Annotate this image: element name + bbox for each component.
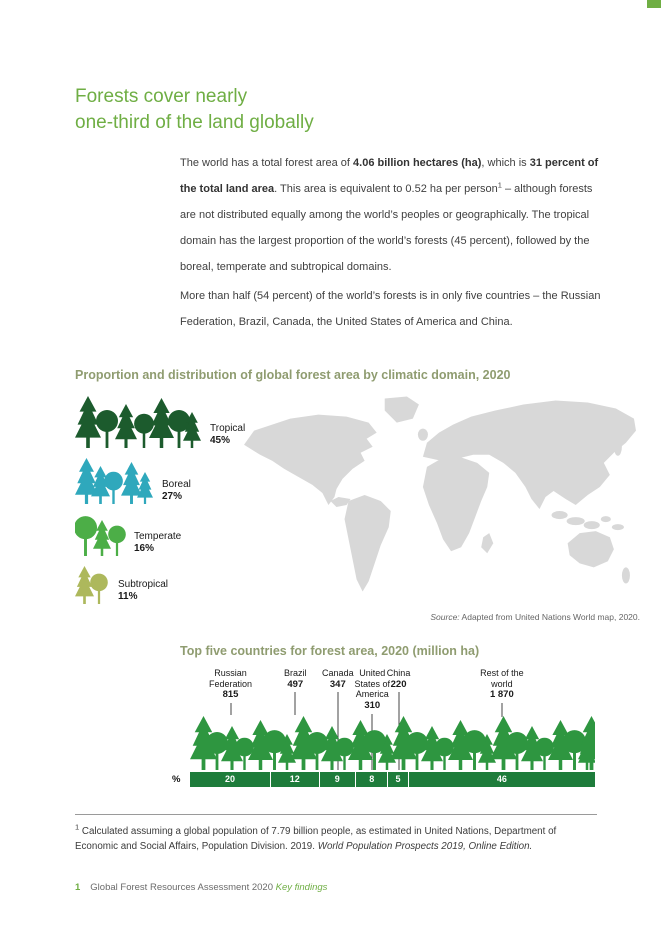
source-prefix: Source: — [430, 612, 460, 622]
country-value: 347 — [329, 678, 346, 690]
legend-value: 45% — [210, 435, 231, 446]
corner-tab — [647, 0, 661, 8]
p1-text: , which is — [481, 157, 530, 169]
legend-name: Subtropical — [118, 579, 169, 590]
country-label-russia — [202, 668, 260, 701]
country-name: United States of America — [354, 668, 391, 699]
bar-segment-china: 5 — [388, 772, 408, 787]
source-text: Adapted from United Nations World map, 2020. — [459, 612, 640, 622]
country-label-brazil — [284, 668, 307, 690]
temperate-trees-icon — [75, 514, 127, 556]
country-value: 1 870 — [489, 689, 514, 700]
legend-label-boreal — [162, 479, 191, 503]
legend-name: Tropical — [210, 423, 246, 434]
boreal-trees-icon — [75, 458, 155, 504]
tropical-trees-icon — [75, 396, 203, 448]
page-title-line1: Forests cover nearly — [75, 86, 248, 107]
footnote — [75, 824, 599, 854]
country-name: Rest of the world — [480, 668, 524, 689]
country-value: 497 — [287, 678, 304, 690]
legend-item-boreal — [75, 458, 245, 504]
page-title-line2: one-third of the land globally — [75, 112, 314, 133]
page-number: 1 — [75, 882, 81, 893]
legend-name: Temperate — [134, 531, 182, 542]
country-labels — [190, 668, 595, 712]
page-title — [75, 84, 314, 136]
legend-item-tropical — [75, 396, 245, 448]
bar-segment-rest: 46 — [496, 774, 507, 784]
country-label-china — [387, 668, 411, 690]
footnote-divider — [75, 814, 597, 815]
bar-segment-canada: 9 — [320, 772, 356, 787]
legend-value: 16% — [134, 543, 155, 554]
footer-subtitle: Key findings — [275, 882, 328, 893]
subtropical-trees-icon — [75, 566, 111, 604]
forest-strip-icon — [190, 712, 595, 770]
figure2-heading: Top five countries for forest area, 2020 (million ha) — [180, 644, 480, 658]
p1-bold-percent: 31 percent of the total land area — [180, 157, 599, 195]
country-name: China — [386, 668, 411, 678]
bar-segment-usa: 8 — [356, 772, 388, 787]
figure1-heading: Proportion and distribution of global forest area by climatic domain, 2020 — [75, 368, 511, 382]
legend-item-temperate — [75, 514, 245, 556]
legend-value: 11% — [118, 591, 138, 602]
legend-name: Boreal — [162, 479, 191, 490]
top-five-countries-figure — [172, 668, 598, 787]
country-name: Brazil — [284, 668, 307, 678]
country-value: 310 — [364, 699, 381, 711]
intro-paragraph-1 — [180, 150, 604, 280]
footnote-text: Calculated assuming a global population of 7.79 billion people, as estimated in United Nations, Department of Economic and Social Affairs, Population Division. 2019. — [75, 826, 557, 852]
page-footer — [75, 882, 327, 893]
p1-text: . This area is equivalent to 0.52 ha per person — [274, 183, 498, 195]
country-value: 815 — [222, 689, 239, 700]
p1-text: The world has a total forest area of — [180, 157, 354, 169]
legend-value: 27% — [162, 491, 183, 502]
country-name: Russian Federation — [208, 668, 253, 689]
figure1-source — [430, 612, 640, 622]
footer-title: Global Forest Resources Assessment 2020 — [90, 882, 276, 893]
intro-text — [180, 150, 604, 335]
legend-label-temperate — [134, 531, 181, 555]
legend-label-subtropical — [118, 579, 168, 603]
percent-bar — [190, 772, 595, 787]
intro-paragraph-2: More than half (54 percent) of the world’s forests is in only five countries – the Russian Federation, Brazil, Canada, the United States of America and China. — [180, 290, 601, 328]
legend-item-subtropical — [75, 566, 245, 604]
country-label-rest-of-world — [476, 668, 528, 701]
footnote-number: 1 — [75, 822, 80, 832]
climatic-domain-legend — [75, 396, 245, 614]
p1-bold-area: 4.06 billion hectares (ha) — [353, 157, 482, 169]
bar-segment-russia: 20 — [190, 772, 271, 787]
country-name: Canada — [322, 668, 354, 678]
footnote-publication: World Population Prospects 2019, Online Edition. — [317, 841, 533, 852]
country-value: 220 — [390, 678, 407, 690]
world-map — [238, 392, 640, 606]
percent-axis-label: % — [172, 774, 181, 785]
footnote-reference: 1 — [497, 180, 502, 190]
p1-text: – although forests are not distributed equally among the world’s peoples or geographically. The tropical domain has the largest proportion of the world’s forests (45 percent), followed by the boreal, temperate and subtropical domains. — [180, 183, 593, 273]
bar-segment-brazil: 12 — [271, 772, 320, 787]
